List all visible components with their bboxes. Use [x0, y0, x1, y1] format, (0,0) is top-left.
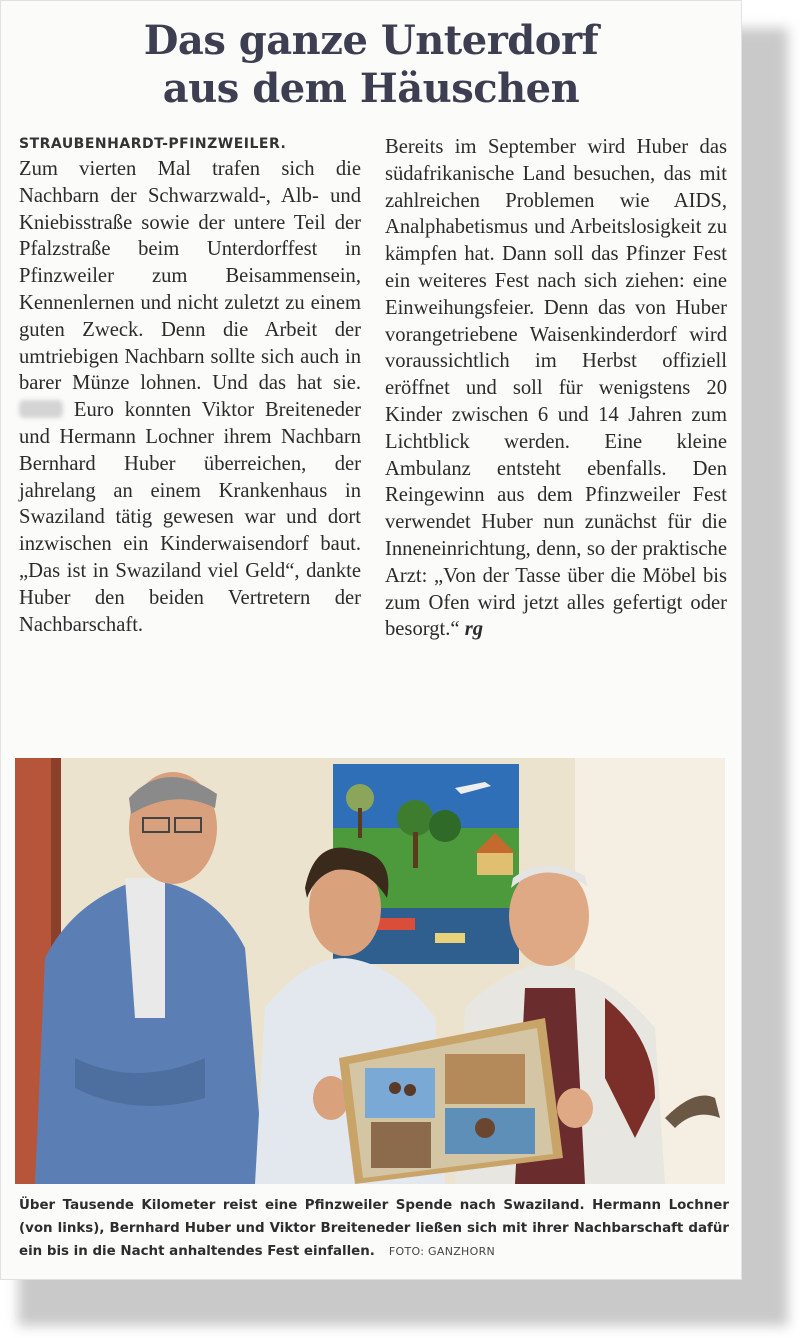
column-1-text-start: Zum vierten Mal trafen sich die Nachbarn der Schwarzwald-, Alb- und Kniebisstraße sowie der untere Teil der Pfalzstraße beim Unterdorffest in Pfinzweiler zum Beisammensein, Kennenlernen und nicht zuletzt zu einem guten Zweck. Denn die Arbeit der umtriebigen Nachbarn sollte sich auch in barer Münze lohnen. Und das hat sie. — [19, 158, 361, 395]
article-photo — [15, 758, 725, 1184]
photo-illustration — [15, 758, 725, 1184]
blurred-amount — [19, 400, 63, 418]
column-1-text — [19, 156, 361, 638]
article-column-2 — [385, 134, 727, 643]
dateline: STRAUBENHARDT-PFINZWEILER. — [19, 136, 287, 152]
column-1-text-end: Euro konnten Viktor Breiteneder und Hermann Lochner ihrem Nachbarn Bernhard Huber überreichen, der jahrelang an einem Krankenhaus in Swaziland tätig gewesen war und dort inzwischen ein Kinderwaisendorf baut. „Das ist in Swaziland viel Geld“, dankte Huber den beiden Vertretern der Nachbarschaft. — [19, 399, 361, 636]
photo-caption — [19, 1194, 729, 1263]
article-column-1 — [19, 134, 361, 638]
headline-line-1: Das ganze Unterdorf — [143, 17, 599, 64]
photo-credit: FOTO: GANZHORN — [388, 1245, 496, 1258]
headline-line-2: aus dem Häuschen — [162, 65, 580, 112]
author-initials: rg — [464, 618, 484, 641]
column-2-body: Bereits im September wird Huber das südafrikanische Land besuchen, das mit zahlreichen Problemen wie AIDS, Analphabetismus und Arbeitslosigkeit zu kämpfen hat. Dann soll das Pfinzer Fest ein weiteres Fest nach sich ziehen: eine Einweihungsfeier. Denn das von Huber vorangetriebene Waisenkinderdorf wird voraussichtlich im Herbst offiziell eröffnet und soll für wenigstens 20 Kinder zwischen 6 und 14 Jahren zum Lichtblick werden. Eine kleine Ambulanz entsteht ebenfalls. Den Reingewinn aus dem Pfinzweiler Fest verwendet Huber nun zunächst für die Inneneinrichtung, denn, so der praktische Arzt: „Von der Tasse über die Möbel bis zum Ofen wird jetzt alles gefertigt oder besorgt.“ — [385, 136, 727, 641]
headline — [1, 17, 741, 113]
column-2-text — [385, 134, 727, 643]
caption-text: Über Tausende Kilometer reist eine Pfinzweiler Spende nach Swaziland. Hermann Lochner (von links), Bernhard Huber und Viktor Breiteneder ließen sich mit ihrer Nachbarschaft dafür ein bis in die Nacht anhaltendes Fest einfallen. — [19, 1198, 729, 1259]
